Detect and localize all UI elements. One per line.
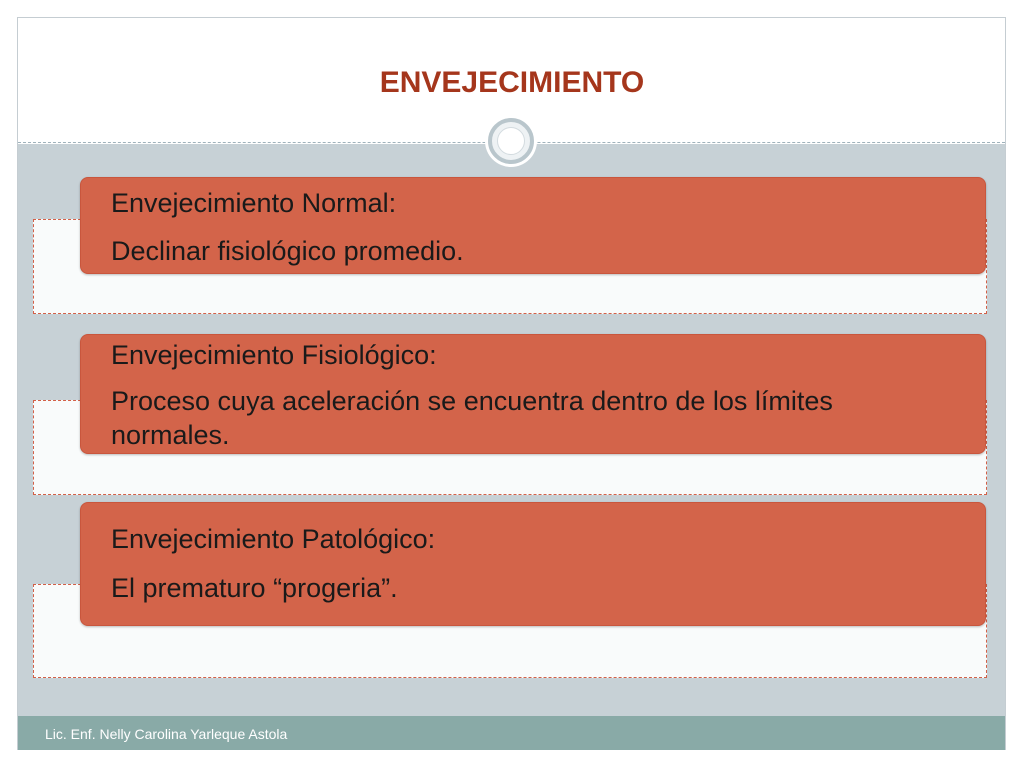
- item-3-card: [80, 502, 986, 626]
- item-3-heading: Envejecimiento Patológico:: [111, 524, 436, 554]
- item-2-heading: Envejecimiento Fisiológico:: [111, 340, 437, 370]
- slide-title: ENVEJECIMIENTO: [379, 66, 645, 99]
- item-3-text: El prematuro “progeria”.: [111, 573, 398, 603]
- decorative-ring-core: [497, 127, 525, 155]
- footer-bar: [18, 716, 1005, 750]
- item-2-text: Proceso cuya aceleración se encuentra dentro de los límites normales.: [111, 386, 833, 450]
- item-1-card: [80, 177, 986, 274]
- item-1-text: Declinar fisiológico promedio.: [111, 236, 464, 266]
- item-2-card: [80, 334, 986, 454]
- item-1-heading: Envejecimiento Normal:: [111, 188, 397, 218]
- footer-author: Lic. Enf. Nelly Carolina Yarleque Astola: [45, 726, 288, 742]
